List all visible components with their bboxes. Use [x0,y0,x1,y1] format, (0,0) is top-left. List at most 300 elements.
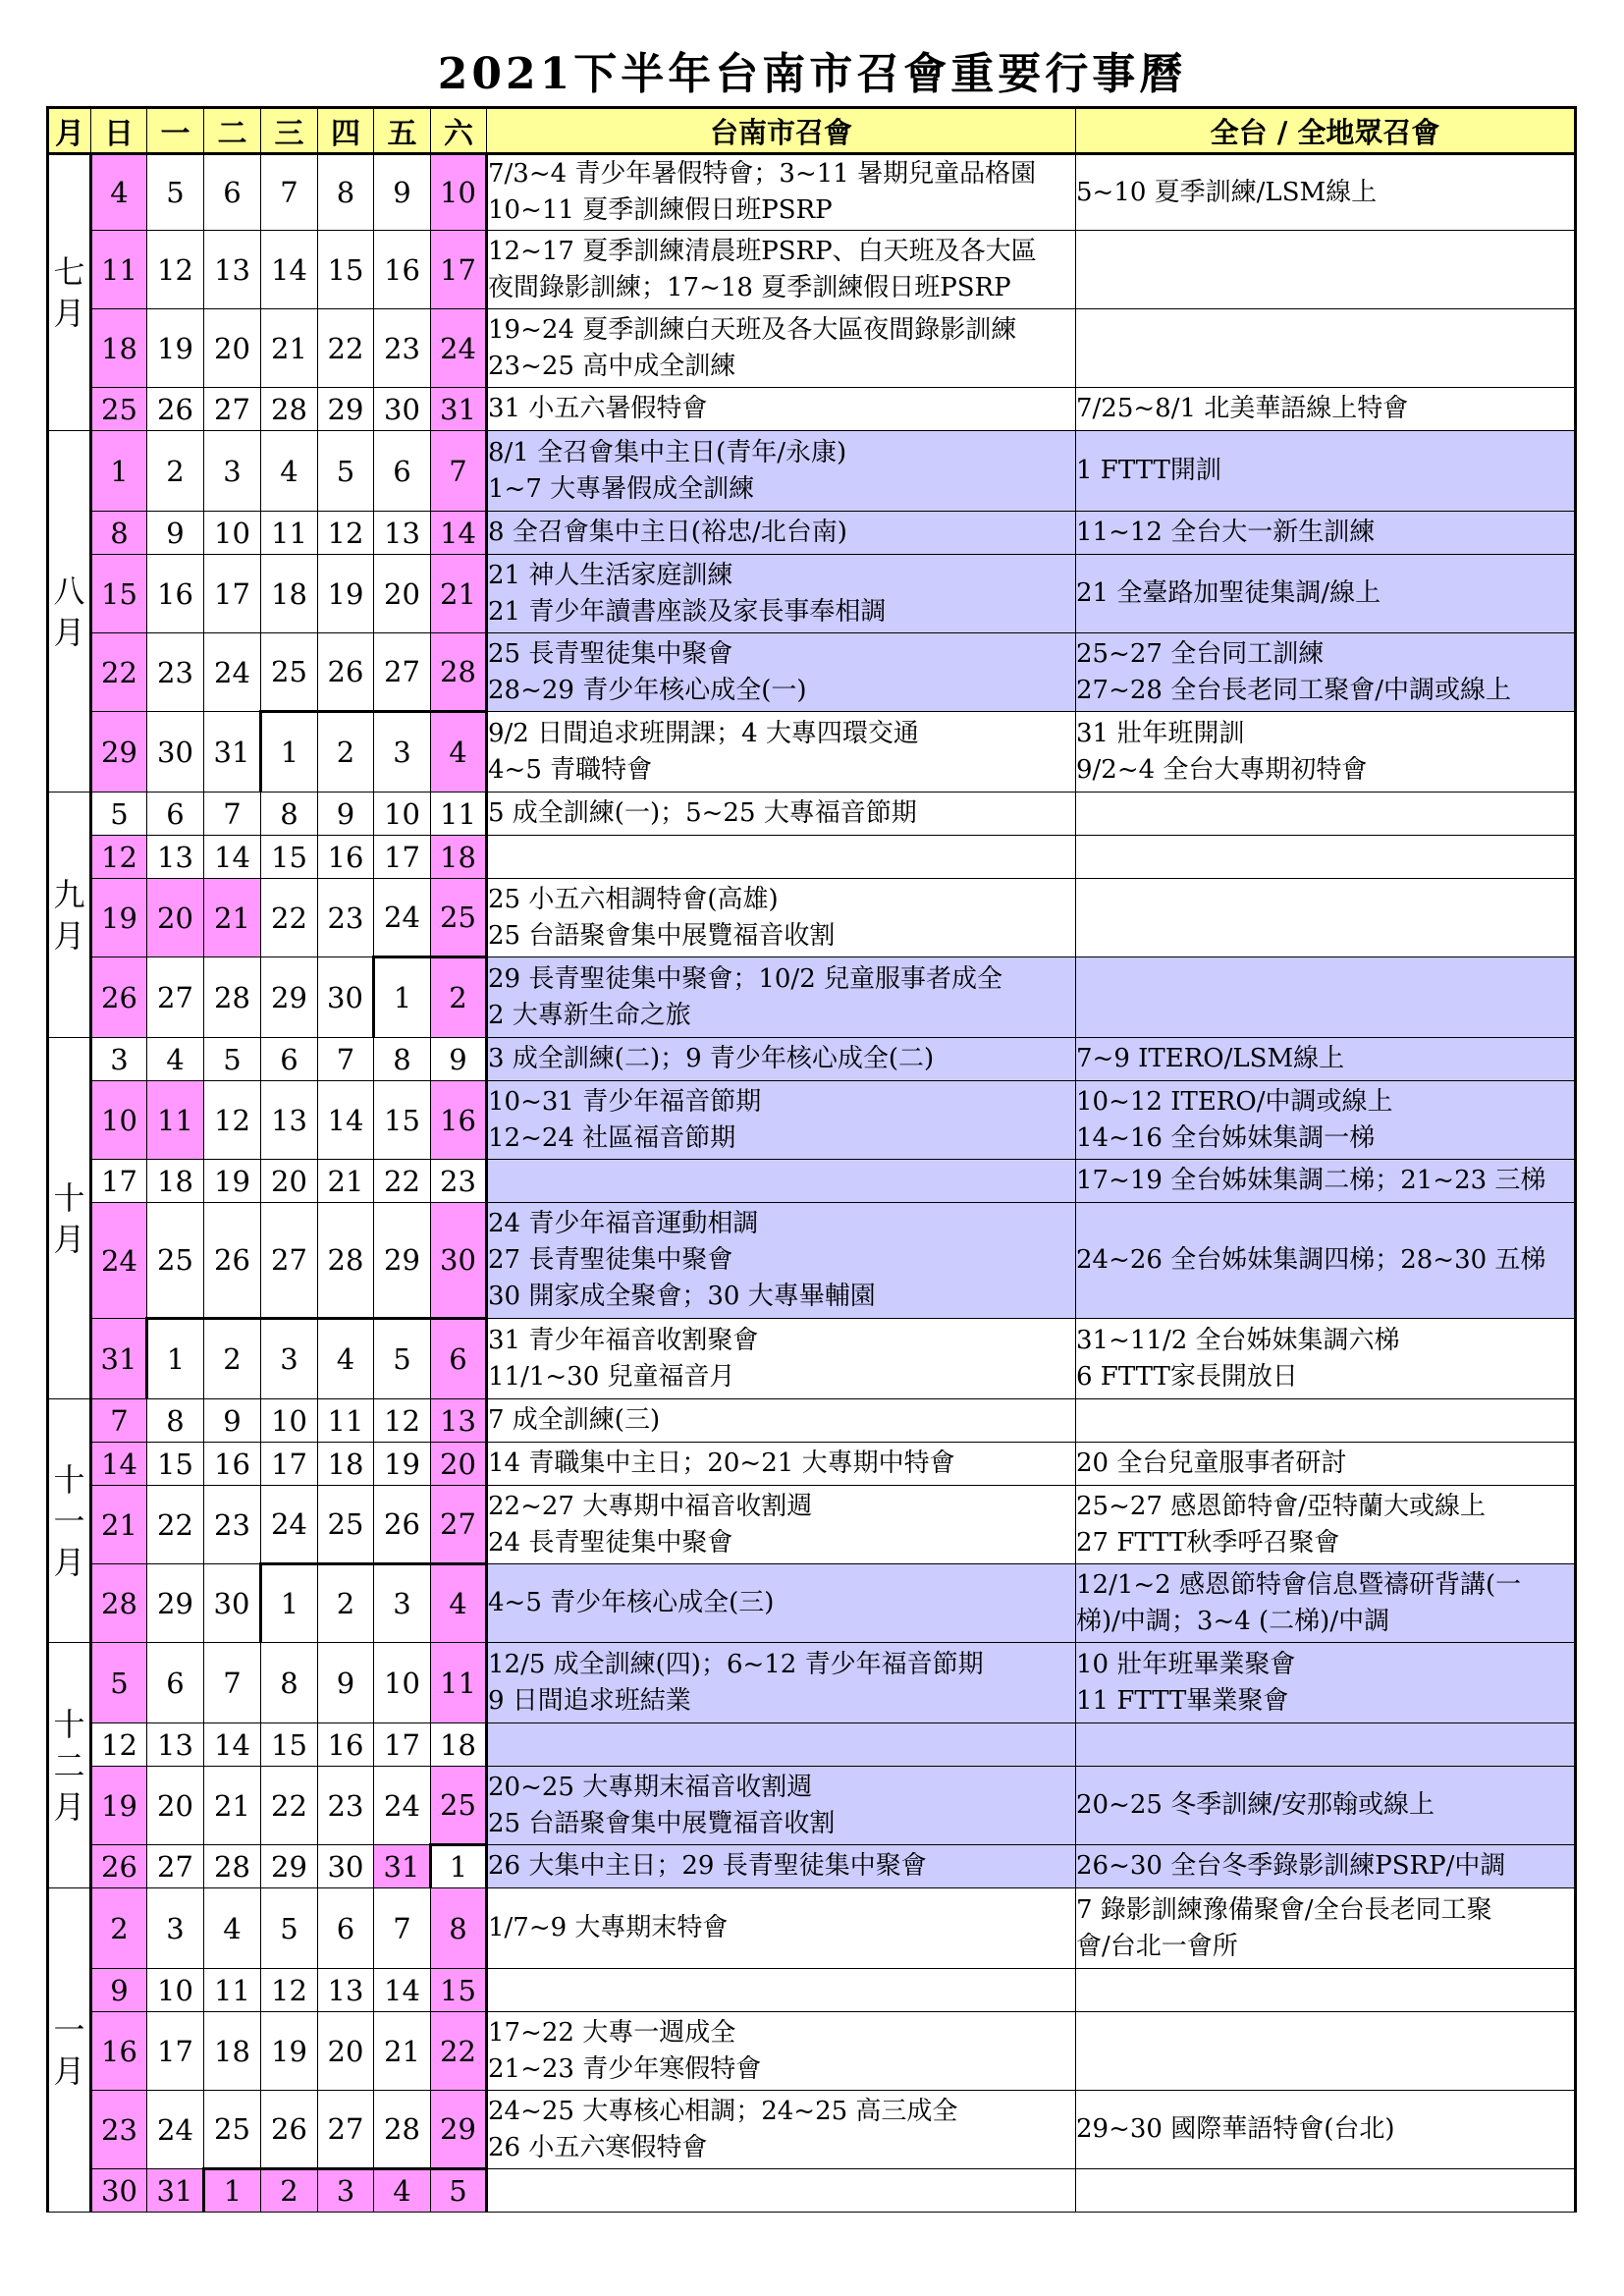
day-cell: 16 [318,1723,374,1767]
day-cell: 19 [91,879,147,957]
day-cell: 25 [431,879,487,957]
week-row [48,2012,1576,2091]
day-cell: 5 [91,793,147,836]
day-cell: 7 [204,793,261,836]
day-cell: 14 [318,1081,374,1160]
event-line: 25~27 感恩節特會/亞特蘭大或線上 [1076,1491,1486,1521]
month-label: 十 月 [48,1038,91,1399]
day-cell: 30 [318,1845,374,1888]
day-cell: 17 [147,2012,204,2091]
day-cell: 2 [91,1888,147,1969]
day-cell: 30 [431,1203,487,1319]
day-cell: 17 [91,1160,147,1203]
event-line: 25 長青聖徒集中聚會 [488,638,733,669]
day-cell: 29 [147,1564,204,1643]
national-events-cell [1076,1969,1576,2012]
day-cell: 9 [374,154,431,231]
week-row [48,793,1576,836]
day-cell: 4 [91,154,147,231]
local-events-cell [487,1038,1076,1081]
day-cell: 11 [204,1969,261,2012]
local-events-cell [487,836,1076,879]
day-cell: 20 [431,1443,487,1486]
day-cell: 29 [318,388,374,431]
day-cell: 6 [431,1319,487,1399]
day-cell: 18 [431,836,487,879]
day-cell: 8 [261,1643,318,1723]
day-cell: 26 [261,2091,318,2169]
day-cell: 2 [204,1319,261,1399]
day-cell: 6 [374,431,431,512]
day-cell: 1 [91,431,147,512]
week-row [48,388,1576,431]
event-line: 9 日間追求班結業 [488,1685,691,1716]
day-cell: 31 [374,1845,431,1888]
day-cell: 22 [318,309,374,388]
event-line: 會/台北一會所 [1076,1931,1238,1961]
day-cell: 9 [431,1038,487,1081]
local-events-cell [487,1888,1076,1969]
day-cell: 25 [431,1767,487,1845]
month-label: 八 月 [48,431,91,793]
week-row [48,154,1576,231]
day-cell: 5 [204,1038,261,1081]
event-line: 27 長青聖徒集中聚會 [488,1245,733,1275]
day-cell: 21 [261,309,318,388]
local-events-cell [487,555,1076,633]
day-cell: 8 [431,1888,487,1969]
day-cell: 9 [318,793,374,836]
event-line: 梯)/中調；3~4 (二梯)/中調 [1076,1606,1390,1636]
event-line: 12~17 夏季訓練清晨班PSRP、白天班及各大區 [488,236,1037,266]
local-events-cell [487,712,1076,793]
day-cell: 4 [431,712,487,793]
day-cell: 6 [147,793,204,836]
day-cell: 26 [91,1845,147,1888]
day-cell: 20 [147,879,204,957]
day-cell: 19 [91,1767,147,1845]
day-cell: 11 [431,1643,487,1723]
day-cell: 15 [91,555,147,633]
month-label: 七 月 [48,154,91,431]
day-cell: 17 [431,231,487,309]
national-events-cell [1076,388,1576,431]
day-cell: 3 [147,1888,204,1969]
day-cell: 8 [91,512,147,555]
header-day-fri: 五 [374,108,431,154]
day-cell: 23 [318,1767,374,1845]
day-cell: 10 [261,1399,318,1443]
day-cell: 27 [374,633,431,712]
event-line: 7 成全訓練(三) [488,1405,661,1435]
event-line: 夜間錄影訓練；17~18 夏季訓練假日班PSRP [488,272,1011,302]
event-line: 2 大專新生命之旅 [488,1000,691,1030]
event-line: 3 成全訓練(二)；9 青少年核心成全(二) [488,1044,935,1073]
national-events-cell [1076,1643,1576,1723]
day-cell: 4 [147,1038,204,1081]
local-events-cell [487,1564,1076,1643]
event-line: 31 小五六暑假特會 [488,394,708,423]
day-cell: 11 [431,793,487,836]
day-cell: 6 [261,1038,318,1081]
event-line: 27~28 全台長老同工聚會/中調或線上 [1076,675,1511,705]
event-line: 10~31 青少年福音節期 [488,1086,762,1117]
day-cell: 13 [147,1723,204,1767]
week-row [48,1723,1576,1767]
event-line: 8 全召會集中主日(裕忠/北台南) [488,518,847,547]
day-cell: 27 [261,1203,318,1319]
local-events-cell [487,1486,1076,1564]
national-events-cell [1076,633,1576,712]
header-day-mon: 一 [147,108,204,154]
week-row [48,1486,1576,1564]
day-cell: 11 [147,1081,204,1160]
event-line: 26 大集中主日；29 長青聖徒集中聚會 [488,1851,927,1881]
day-cell: 28 [91,1564,147,1643]
day-cell: 10 [91,1081,147,1160]
day-cell: 30 [91,2169,147,2213]
day-cell: 14 [374,1969,431,2012]
event-line: 10~11 夏季訓練假日班PSRP [488,195,833,225]
event-line: 28~29 青少年核心成全(一) [488,675,807,705]
day-cell: 28 [374,2091,431,2169]
event-line: 24~26 全台姊妹集調四梯；28~30 五梯 [1076,1245,1546,1275]
week-row [48,633,1576,712]
week-row [48,712,1576,793]
event-line: 25 台語聚會集中展覽福音收割 [488,920,836,951]
day-cell: 21 [204,1767,261,1845]
day-cell: 13 [318,1969,374,2012]
day-cell: 7 [431,431,487,512]
event-line: 7 錄影訓練豫備聚會/全台長老同工聚 [1076,1894,1492,1925]
day-cell: 16 [204,1443,261,1486]
day-cell: 25 [261,633,318,712]
day-cell: 20 [204,309,261,388]
day-cell: 21 [204,879,261,957]
event-line: 6 FTTT家長開放日 [1076,1361,1298,1392]
day-cell: 15 [261,836,318,879]
national-events-cell [1076,309,1576,388]
day-cell: 28 [204,1845,261,1888]
week-row [48,1443,1576,1486]
event-line: 30 開家成全聚會；30 大專畢輔園 [488,1282,876,1311]
event-line: 9/2 日間追求班開課；4 大專四環交通 [488,718,919,748]
day-cell: 3 [374,712,431,793]
event-line: 4~5 青職特會 [488,754,653,785]
month-label: 十 二 月 [48,1643,91,1888]
week-row [48,231,1576,309]
day-cell: 3 [91,1038,147,1081]
national-events-cell [1076,2169,1576,2213]
event-line: 31 壯年班開訓 [1076,718,1245,748]
event-line: 23~25 高中成全訓練 [488,351,736,381]
day-cell: 22 [374,1160,431,1203]
day-cell: 24 [261,1486,318,1564]
month-label: 十 一 月 [48,1399,91,1643]
local-events-cell [487,1160,1076,1203]
day-cell: 29 [374,1203,431,1319]
day-cell: 4 [318,1319,374,1399]
header-day-sat: 六 [431,108,487,154]
day-cell: 13 [204,231,261,309]
day-cell: 8 [261,793,318,836]
day-cell: 8 [318,154,374,231]
day-cell: 1 [147,1319,204,1399]
day-cell: 18 [431,1723,487,1767]
day-cell: 27 [147,957,204,1038]
day-cell: 14 [204,1723,261,1767]
local-events-cell [487,633,1076,712]
day-cell: 3 [374,1564,431,1643]
day-cell: 17 [261,1443,318,1486]
event-line: 9/2~4 全台大專期初特會 [1076,754,1368,785]
header-national-events: 全台 / 全地眾召會 [1076,108,1576,154]
local-events-cell [487,1203,1076,1319]
week-row [48,1845,1576,1888]
day-cell: 24 [374,1767,431,1845]
day-cell: 19 [261,2012,318,2091]
day-cell: 6 [204,154,261,231]
week-row [48,1160,1576,1203]
event-line: 20~25 冬季訓練/安那翰或線上 [1076,1790,1435,1820]
event-line: 11~12 全台大一新生訓練 [1076,518,1376,547]
national-events-cell [1076,1081,1576,1160]
local-events-cell [487,2091,1076,2169]
day-cell: 22 [261,1767,318,1845]
event-line: 24 青少年福音運動相調 [488,1209,759,1238]
national-events-cell [1076,1160,1576,1203]
local-events-cell [487,512,1076,555]
day-cell: 1 [261,1564,318,1643]
week-row [48,2169,1576,2213]
local-events-cell [487,1081,1076,1160]
day-cell: 8 [374,1038,431,1081]
day-cell: 10 [431,154,487,231]
national-events-cell [1076,1564,1576,1643]
day-cell: 18 [147,1160,204,1203]
header-month: 月 [48,108,91,154]
day-cell: 30 [318,957,374,1038]
day-cell: 17 [374,836,431,879]
day-cell: 2 [261,2169,318,2213]
event-line: 19~24 夏季訓練白天班及各大區夜間錄影訓練 [488,314,1017,345]
day-cell: 25 [147,1203,204,1319]
local-events-cell [487,1399,1076,1443]
local-events-cell [487,2012,1076,2091]
day-cell: 22 [147,1486,204,1564]
day-cell: 17 [204,555,261,633]
day-cell: 18 [204,2012,261,2091]
week-row [48,1888,1576,1969]
day-cell: 29 [431,2091,487,2169]
day-cell: 3 [318,2169,374,2213]
local-events-cell [487,1969,1076,2012]
event-line: 22~27 大專期中福音收割週 [488,1491,813,1521]
day-cell: 9 [204,1399,261,1443]
month-label: 九 月 [48,793,91,1038]
week-row [48,957,1576,1038]
local-events-cell [487,309,1076,388]
day-cell: 16 [147,555,204,633]
event-line: 31~11/2 全台姊妹集調六梯 [1076,1325,1400,1355]
local-events-cell [487,154,1076,231]
day-cell: 31 [431,388,487,431]
day-cell: 31 [91,1319,147,1399]
day-cell: 20 [374,555,431,633]
national-events-cell [1076,154,1576,231]
day-cell: 1 [431,1845,487,1888]
event-line: 11 FTTT畢業聚會 [1076,1685,1289,1716]
event-line: 5~10 夏季訓練/LSM線上 [1076,177,1378,207]
day-cell: 16 [374,231,431,309]
day-cell: 7 [261,154,318,231]
day-cell: 29 [91,712,147,793]
page-title: 2021下半年台南市召會重要行事曆 [437,49,1187,99]
day-cell: 19 [204,1160,261,1203]
event-line: 14 青職集中主日；20~21 大專期中特會 [488,1449,955,1478]
local-events-cell [487,388,1076,431]
week-row [48,1038,1576,1081]
event-line: 21 全臺路加聖徒集調/線上 [1076,578,1381,608]
event-line: 8/1 全召會集中主日(青年/永康) [488,437,847,467]
national-events-cell [1076,555,1576,633]
event-line: 27 FTTT秋季呼召聚會 [1076,1527,1340,1558]
local-events-cell [487,1767,1076,1845]
national-events-cell [1076,1203,1576,1319]
day-cell: 22 [91,633,147,712]
day-cell: 4 [431,1564,487,1643]
day-cell: 15 [431,1969,487,2012]
week-row [48,431,1576,512]
day-cell: 4 [204,1888,261,1969]
day-cell: 1 [204,2169,261,2213]
day-cell: 12 [318,512,374,555]
event-line: 25~27 全台同工訓練 [1076,638,1325,669]
day-cell: 7 [91,1399,147,1443]
day-cell: 21 [318,1160,374,1203]
day-cell: 31 [147,2169,204,2213]
day-cell: 23 [204,1486,261,1564]
day-cell: 20 [147,1767,204,1845]
local-events-cell [487,1723,1076,1767]
day-cell: 24 [91,1203,147,1319]
day-cell: 12 [204,1081,261,1160]
day-cell: 29 [261,1845,318,1888]
day-cell: 24 [431,309,487,388]
header-local-events: 台南市召會 [487,108,1076,154]
event-line: 12/1~2 感恩節特會信息暨禱研背講(一 [1076,1569,1522,1600]
day-cell: 20 [261,1160,318,1203]
day-cell: 3 [204,431,261,512]
national-events-cell [1076,1723,1576,1767]
day-cell: 21 [91,1486,147,1564]
event-line: 1~7 大專暑假成全訓練 [488,473,755,504]
day-cell: 27 [147,1845,204,1888]
day-cell: 14 [204,836,261,879]
day-cell: 5 [147,154,204,231]
national-events-cell [1076,793,1576,836]
day-cell: 28 [261,388,318,431]
week-row [48,1564,1576,1643]
header-day-wed: 三 [261,108,318,154]
day-cell: 27 [431,1486,487,1564]
day-cell: 14 [91,1443,147,1486]
day-cell: 5 [374,1319,431,1399]
day-cell: 18 [318,1443,374,1486]
day-cell: 21 [374,2012,431,2091]
day-cell: 15 [261,1723,318,1767]
day-cell: 10 [374,1643,431,1723]
event-line: 26 小五六寒假特會 [488,2132,708,2162]
event-line: 21 青少年讀書座談及家長事奉相調 [488,596,887,627]
event-line: 12/5 成全訓練(四)；6~12 青少年福音節期 [488,1649,984,1679]
local-events-cell [487,431,1076,512]
day-cell: 2 [318,712,374,793]
day-cell: 25 [91,388,147,431]
week-row [48,879,1576,957]
day-cell: 1 [261,712,318,793]
day-cell: 13 [374,512,431,555]
day-cell: 22 [261,879,318,957]
day-cell: 14 [431,512,487,555]
national-events-cell [1076,512,1576,555]
national-events-cell [1076,431,1576,512]
week-row [48,1767,1576,1845]
day-cell: 17 [374,1723,431,1767]
national-events-cell [1076,1486,1576,1564]
event-line: 1/7~9 大專期末特會 [488,1913,729,1942]
header-row [48,108,1576,154]
local-events-cell [487,1443,1076,1486]
day-cell: 28 [431,633,487,712]
day-cell: 27 [318,2091,374,2169]
day-cell: 2 [431,957,487,1038]
day-cell: 23 [318,879,374,957]
day-cell: 23 [374,309,431,388]
day-cell: 27 [204,388,261,431]
day-cell: 16 [431,1081,487,1160]
day-cell: 1 [374,957,431,1038]
day-cell: 24 [147,2091,204,2169]
local-events-cell [487,1845,1076,1888]
header-day-sun: 日 [91,108,147,154]
week-row [48,1643,1576,1723]
header-day-tue: 二 [204,108,261,154]
day-cell: 26 [374,1486,431,1564]
national-events-cell [1076,1845,1576,1888]
day-cell: 16 [318,836,374,879]
day-cell: 24 [374,879,431,957]
week-row [48,1081,1576,1160]
day-cell: 22 [431,2012,487,2091]
national-events-cell [1076,2091,1576,2169]
day-cell: 24 [204,633,261,712]
national-events-cell [1076,231,1576,309]
day-cell: 12 [91,1723,147,1767]
week-row [48,1399,1576,1443]
local-events-cell [487,957,1076,1038]
event-line: 24~25 大專核心相調；24~25 高三成全 [488,2096,958,2126]
day-cell: 31 [204,712,261,793]
national-events-cell [1076,836,1576,879]
day-cell: 13 [261,1081,318,1160]
national-events-cell [1076,1888,1576,1969]
day-cell: 6 [318,1888,374,1969]
day-cell: 7 [204,1643,261,1723]
day-cell: 25 [204,2091,261,2169]
day-cell: 23 [147,633,204,712]
day-cell: 23 [91,2091,147,2169]
